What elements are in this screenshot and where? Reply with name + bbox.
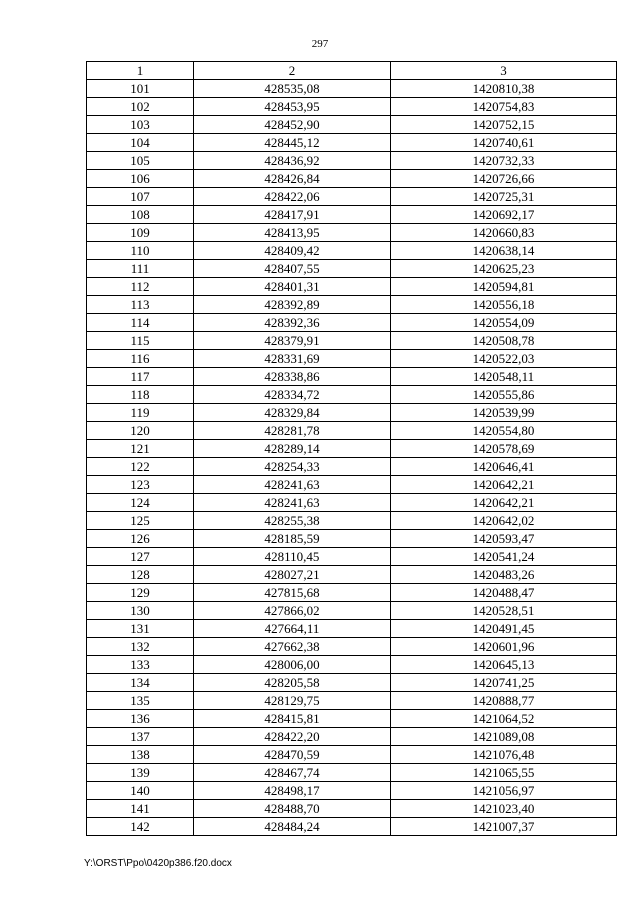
table-row [87, 566, 617, 584]
y-coordinate-cell: 1420555,86 [391, 386, 617, 404]
point-number-cell: 106 [87, 170, 194, 188]
x-coordinate-cell: 428417,91 [194, 206, 391, 224]
table-row [87, 692, 617, 710]
x-coordinate-cell: 428407,55 [194, 260, 391, 278]
point-number-cell: 124 [87, 494, 194, 512]
y-coordinate-cell: 1420725,31 [391, 188, 617, 206]
table-row [87, 620, 617, 638]
y-coordinate-cell: 1420522,03 [391, 350, 617, 368]
table-row [87, 242, 617, 260]
point-number-cell: 102 [87, 98, 194, 116]
table-row [87, 368, 617, 386]
y-coordinate-cell: 1421065,55 [391, 764, 617, 782]
point-number-cell: 131 [87, 620, 194, 638]
point-number-cell: 110 [87, 242, 194, 260]
table-row [87, 116, 617, 134]
point-number-cell: 112 [87, 278, 194, 296]
table-header [87, 62, 617, 80]
point-number-cell: 123 [87, 476, 194, 494]
point-number-cell: 132 [87, 638, 194, 656]
x-coordinate-cell: 428445,12 [194, 134, 391, 152]
point-number-cell: 117 [87, 368, 194, 386]
point-number-cell: 141 [87, 800, 194, 818]
table-row [87, 638, 617, 656]
table-row [87, 458, 617, 476]
y-coordinate-cell: 1420642,21 [391, 476, 617, 494]
point-number-cell: 111 [87, 260, 194, 278]
x-coordinate-cell: 428379,91 [194, 332, 391, 350]
y-coordinate-cell: 1420732,33 [391, 152, 617, 170]
y-coordinate-cell: 1420741,25 [391, 674, 617, 692]
table-row [87, 98, 617, 116]
header-cell-2: 2 [194, 62, 391, 80]
table-row [87, 674, 617, 692]
y-coordinate-cell: 1420594,81 [391, 278, 617, 296]
point-number-cell: 104 [87, 134, 194, 152]
x-coordinate-cell: 428453,95 [194, 98, 391, 116]
point-number-cell: 125 [87, 512, 194, 530]
point-number-cell: 116 [87, 350, 194, 368]
x-coordinate-cell: 427662,38 [194, 638, 391, 656]
point-number-cell: 113 [87, 296, 194, 314]
coordinates-table [86, 61, 617, 836]
y-coordinate-cell: 1420638,14 [391, 242, 617, 260]
header-cell-3: 3 [391, 62, 617, 80]
x-coordinate-cell: 428334,72 [194, 386, 391, 404]
table-row [87, 278, 617, 296]
y-coordinate-cell: 1420488,47 [391, 584, 617, 602]
x-coordinate-cell: 428436,92 [194, 152, 391, 170]
point-number-cell: 137 [87, 728, 194, 746]
x-coordinate-cell: 428392,89 [194, 296, 391, 314]
table-row [87, 476, 617, 494]
table-row [87, 206, 617, 224]
point-number-cell: 130 [87, 602, 194, 620]
point-number-cell: 105 [87, 152, 194, 170]
point-number-cell: 142 [87, 818, 194, 836]
table-header-row [87, 62, 617, 80]
table-row [87, 152, 617, 170]
y-coordinate-cell: 1420548,11 [391, 368, 617, 386]
x-coordinate-cell: 428413,95 [194, 224, 391, 242]
point-number-cell: 140 [87, 782, 194, 800]
point-number-cell: 135 [87, 692, 194, 710]
table-row [87, 350, 617, 368]
y-coordinate-cell: 1420888,77 [391, 692, 617, 710]
table-row [87, 656, 617, 674]
point-number-cell: 101 [87, 80, 194, 98]
point-number-cell: 129 [87, 584, 194, 602]
y-coordinate-cell: 1420528,51 [391, 602, 617, 620]
y-coordinate-cell: 1420483,26 [391, 566, 617, 584]
point-number-cell: 136 [87, 710, 194, 728]
y-coordinate-cell: 1421089,08 [391, 728, 617, 746]
table-row [87, 296, 617, 314]
x-coordinate-cell: 428409,42 [194, 242, 391, 260]
table-row [87, 584, 617, 602]
y-coordinate-cell: 1420554,80 [391, 422, 617, 440]
y-coordinate-cell: 1420556,18 [391, 296, 617, 314]
point-number-cell: 119 [87, 404, 194, 422]
y-coordinate-cell: 1420726,66 [391, 170, 617, 188]
x-coordinate-cell: 428027,21 [194, 566, 391, 584]
x-coordinate-cell: 428401,31 [194, 278, 391, 296]
x-coordinate-cell: 428331,69 [194, 350, 391, 368]
x-coordinate-cell: 428422,06 [194, 188, 391, 206]
y-coordinate-cell: 1420539,99 [391, 404, 617, 422]
table-row [87, 530, 617, 548]
table-row [87, 548, 617, 566]
x-coordinate-cell: 428110,45 [194, 548, 391, 566]
table-row [87, 494, 617, 512]
x-coordinate-cell: 428006,00 [194, 656, 391, 674]
table-row [87, 332, 617, 350]
table-row [87, 764, 617, 782]
y-coordinate-cell: 1421076,48 [391, 746, 617, 764]
point-number-cell: 121 [87, 440, 194, 458]
table-row [87, 170, 617, 188]
table-row [87, 188, 617, 206]
y-coordinate-cell: 1421056,97 [391, 782, 617, 800]
y-coordinate-cell: 1421064,52 [391, 710, 617, 728]
x-coordinate-cell: 428241,63 [194, 494, 391, 512]
x-coordinate-cell: 428185,59 [194, 530, 391, 548]
x-coordinate-cell: 428467,74 [194, 764, 391, 782]
table-row [87, 134, 617, 152]
page-number: 297 [311, 38, 329, 50]
x-coordinate-cell: 428329,84 [194, 404, 391, 422]
point-number-cell: 138 [87, 746, 194, 764]
x-coordinate-cell: 428535,08 [194, 80, 391, 98]
table-row [87, 710, 617, 728]
point-number-cell: 122 [87, 458, 194, 476]
table-row [87, 80, 617, 98]
point-number-cell: 126 [87, 530, 194, 548]
y-coordinate-cell: 1420578,69 [391, 440, 617, 458]
point-number-cell: 114 [87, 314, 194, 332]
point-number-cell: 133 [87, 656, 194, 674]
y-coordinate-cell: 1420754,83 [391, 98, 617, 116]
table-row [87, 818, 617, 836]
y-coordinate-cell: 1420625,23 [391, 260, 617, 278]
x-coordinate-cell: 428241,63 [194, 476, 391, 494]
x-coordinate-cell: 428255,38 [194, 512, 391, 530]
table-row [87, 602, 617, 620]
point-number-cell: 120 [87, 422, 194, 440]
table-row [87, 422, 617, 440]
x-coordinate-cell: 428338,86 [194, 368, 391, 386]
point-number-cell: 134 [87, 674, 194, 692]
point-number-cell: 108 [87, 206, 194, 224]
table-body [87, 80, 617, 836]
x-coordinate-cell: 427815,68 [194, 584, 391, 602]
table-row [87, 260, 617, 278]
y-coordinate-cell: 1421023,40 [391, 800, 617, 818]
y-coordinate-cell: 1420810,38 [391, 80, 617, 98]
x-coordinate-cell: 428129,75 [194, 692, 391, 710]
x-coordinate-cell: 428452,90 [194, 116, 391, 134]
x-coordinate-cell: 428484,24 [194, 818, 391, 836]
y-coordinate-cell: 1420554,09 [391, 314, 617, 332]
point-number-cell: 128 [87, 566, 194, 584]
table-row [87, 314, 617, 332]
table-row [87, 782, 617, 800]
table-row [87, 386, 617, 404]
y-coordinate-cell: 1420601,96 [391, 638, 617, 656]
x-coordinate-cell: 428254,33 [194, 458, 391, 476]
y-coordinate-cell: 1420646,41 [391, 458, 617, 476]
y-coordinate-cell: 1420752,15 [391, 116, 617, 134]
x-coordinate-cell: 427866,02 [194, 602, 391, 620]
table-row [87, 746, 617, 764]
point-number-cell: 103 [87, 116, 194, 134]
x-coordinate-cell: 428426,84 [194, 170, 391, 188]
point-number-cell: 107 [87, 188, 194, 206]
y-coordinate-cell: 1420508,78 [391, 332, 617, 350]
y-coordinate-cell: 1420541,24 [391, 548, 617, 566]
point-number-cell: 109 [87, 224, 194, 242]
table-row [87, 512, 617, 530]
x-coordinate-cell: 428422,20 [194, 728, 391, 746]
y-coordinate-cell: 1420642,21 [391, 494, 617, 512]
x-coordinate-cell: 427664,11 [194, 620, 391, 638]
table-row [87, 224, 617, 242]
y-coordinate-cell: 1420660,83 [391, 224, 617, 242]
y-coordinate-cell: 1420740,61 [391, 134, 617, 152]
x-coordinate-cell: 428281,78 [194, 422, 391, 440]
x-coordinate-cell: 428488,70 [194, 800, 391, 818]
y-coordinate-cell: 1420491,45 [391, 620, 617, 638]
point-number-cell: 139 [87, 764, 194, 782]
point-number-cell: 118 [87, 386, 194, 404]
y-coordinate-cell: 1420692,17 [391, 206, 617, 224]
point-number-cell: 127 [87, 548, 194, 566]
y-coordinate-cell: 1420642,02 [391, 512, 617, 530]
table-row [87, 404, 617, 422]
x-coordinate-cell: 428205,58 [194, 674, 391, 692]
table-row [87, 440, 617, 458]
x-coordinate-cell: 428498,17 [194, 782, 391, 800]
header-cell-1: 1 [87, 62, 194, 80]
y-coordinate-cell: 1420645,13 [391, 656, 617, 674]
x-coordinate-cell: 428415,81 [194, 710, 391, 728]
point-number-cell: 115 [87, 332, 194, 350]
table-row [87, 728, 617, 746]
x-coordinate-cell: 428289,14 [194, 440, 391, 458]
x-coordinate-cell: 428392,36 [194, 314, 391, 332]
x-coordinate-cell: 428470,59 [194, 746, 391, 764]
footer-file-path: Y:\ORST\Ppo\0420p386.f20.docx [84, 858, 232, 869]
y-coordinate-cell: 1420593,47 [391, 530, 617, 548]
y-coordinate-cell: 1421007,37 [391, 818, 617, 836]
table-row [87, 800, 617, 818]
